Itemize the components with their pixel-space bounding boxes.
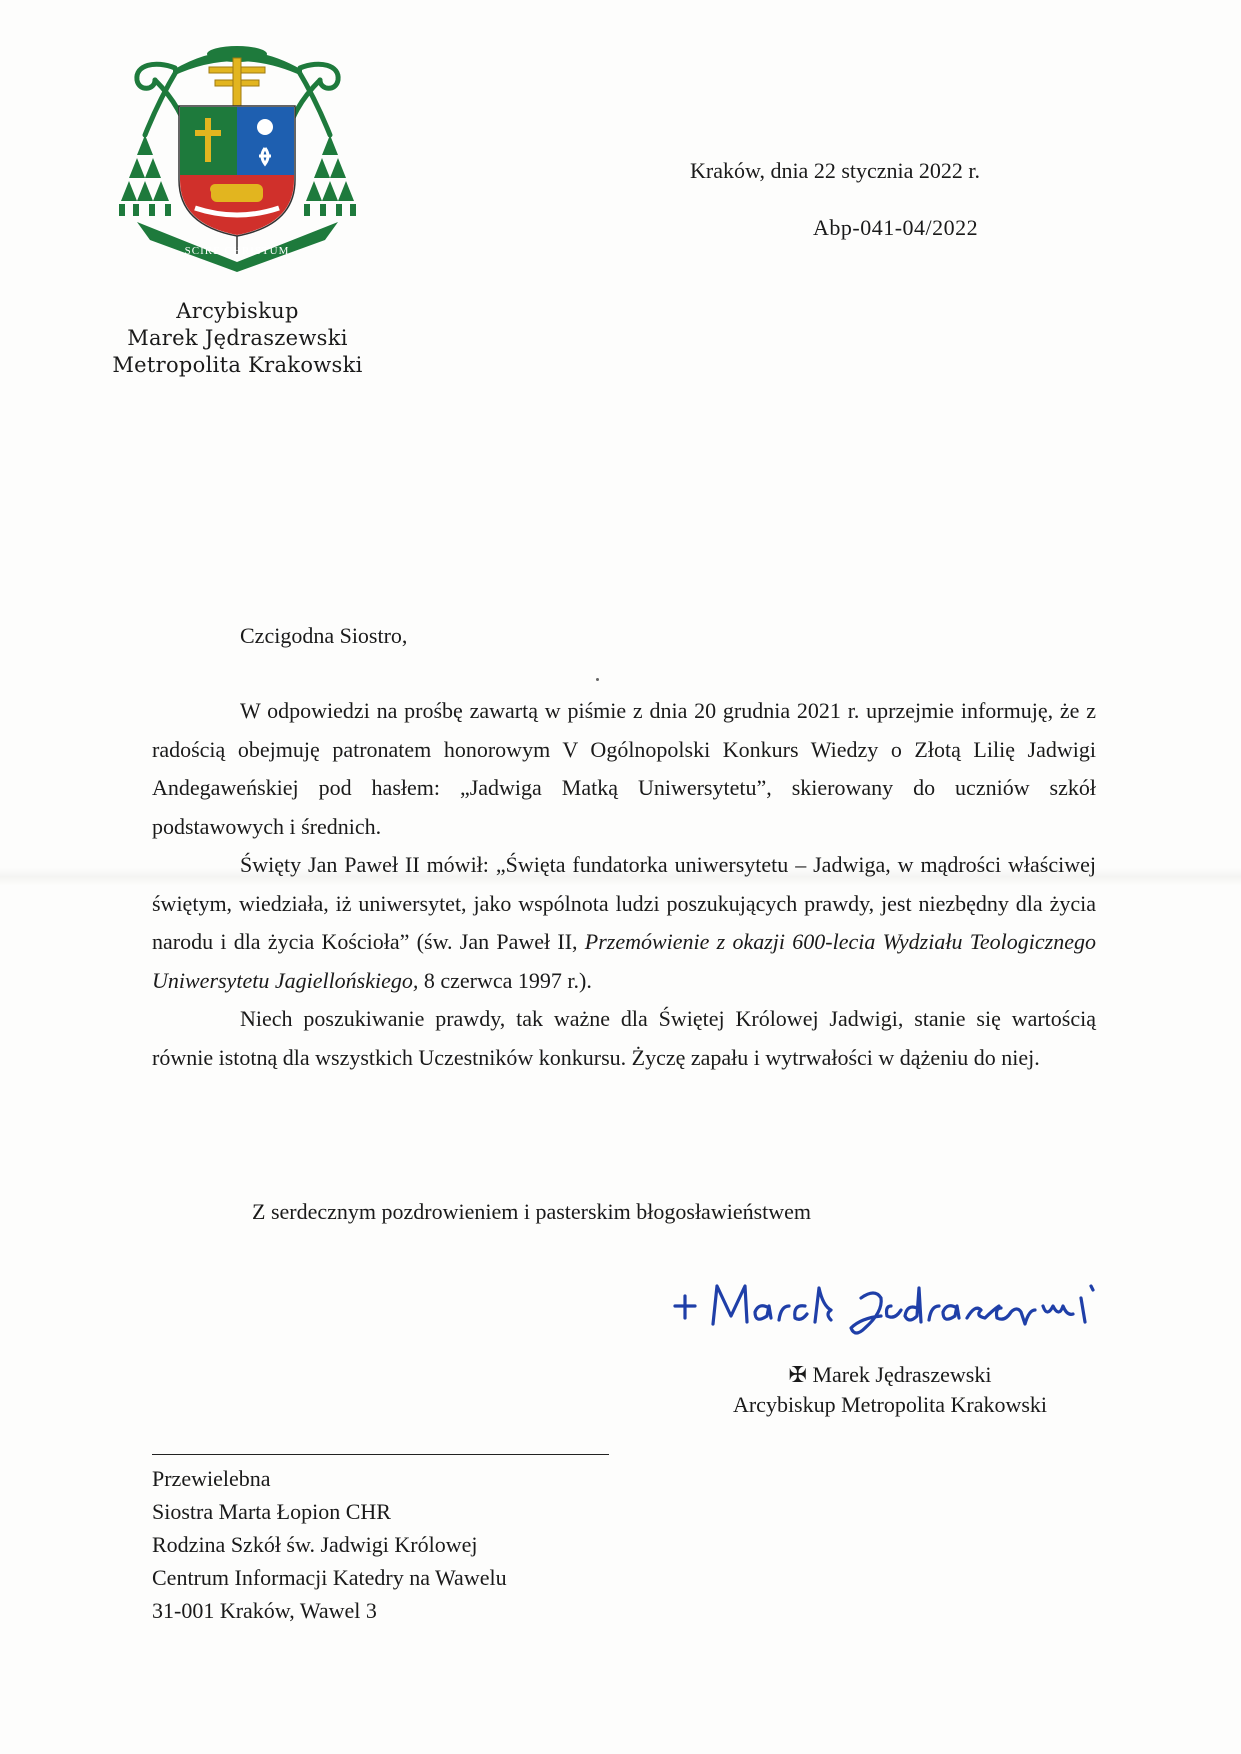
paper-speck	[596, 678, 599, 681]
source-title: Przemówienie z okazji 600-lecia Wydziału Teologicznego Uniwersytetu Jagiellońskiego,	[152, 929, 1096, 993]
signatory-name: ✠ Marek Jędraszewski	[788, 1362, 992, 1387]
recipient-address	[152, 1462, 507, 1627]
sender-block	[105, 298, 370, 379]
handwritten-signature	[665, 1268, 1125, 1338]
source-date: 8 czerwca 1997 r.).	[418, 967, 592, 993]
address-line: 31-001 Kraków, Wawel 3	[152, 1598, 377, 1623]
place-and-date: Kraków, dnia 22 stycznia 2022 r.	[690, 158, 981, 183]
body-paragraph: Niech poszukiwanie prawdy, tak ważne dla Świętej Królowej Jadwigi, stanie się wartością równie istotną dla wszystkich Uczestników konkursu. Życzę zapału i wytrwałości w dążeniu do niej.	[152, 1006, 1096, 1070]
body-paragraph	[152, 846, 1096, 1000]
address-line: Przewielebna	[152, 1466, 271, 1491]
sender-line: Arcybiskup	[176, 299, 299, 323]
body-paragraph: W odpowiedzi na prośbę zawartą w piśmie z dnia 20 grudnia 2021 r. uprzejmie informuję, że z radością obejmuję patronatem honorowym V Ogólnopolski Konkurs Wiedzy o Złotą Lilię Jadwigi Andegaweńskiej pod hasłem: „Jadwiga Matką Uniwersytetu”, skierowany do uczniów szkół podstawowych i średnich.	[152, 698, 1096, 839]
coat-of-arms-emblem	[115, 40, 360, 285]
salutation: Czcigodna Siostro,	[240, 623, 408, 648]
address-line: Centrum Informacji Katedry na Wawelu	[152, 1565, 507, 1590]
letter-body	[152, 692, 1096, 1077]
signatory-block	[690, 1360, 1090, 1420]
sender-line: Metropolita Krakowski	[112, 353, 363, 377]
closing-line: Z serdecznym pozdrowieniem i pasterskim błogosławieństwem	[252, 1199, 812, 1224]
sender-line: Marek Jędraszewski	[127, 326, 348, 350]
reference-number: Abp-041-04/2022	[813, 215, 979, 240]
quote-text: Święty Jan Paweł II mówił: „Święta fundatorka uniwersytetu – Jadwiga, w mądrości właściwej świętym, wiedziała, iż uniwersytet, jako wspólnota ludzi poszukujących prawdy, jest niezbędny dla życia narodu i dla życia Kościoła” (św. Jan Paweł II,	[152, 852, 1096, 954]
motto-text: SCIRE CHRISTUM	[184, 245, 290, 257]
address-line: Rodzina Szkół św. Jadwigi Królowej	[152, 1532, 478, 1557]
address-divider	[152, 1454, 609, 1455]
signatory-title: Arcybiskup Metropolita Krakowski	[732, 1392, 1048, 1417]
address-line: Siostra Marta Łopion CHR	[152, 1499, 391, 1524]
